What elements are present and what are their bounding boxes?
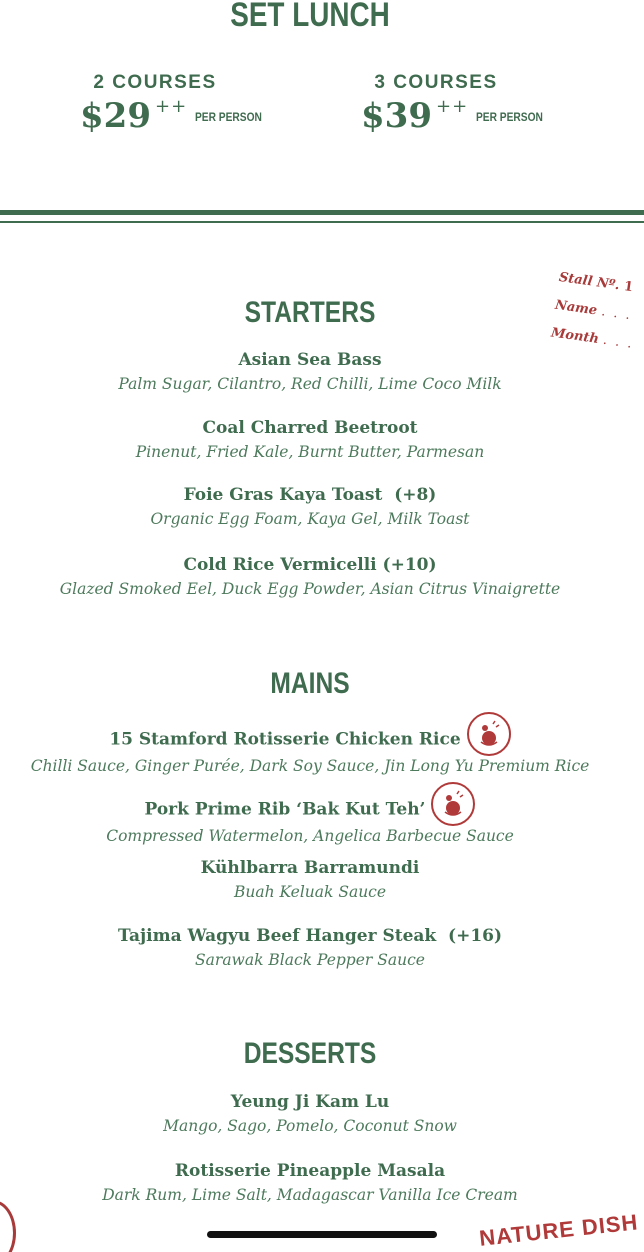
price-suffix: ++ — [435, 96, 469, 117]
price-label: 3 COURSES — [374, 72, 498, 93]
month-label: Month — [550, 325, 600, 347]
dish-description: Pinenut, Fried Kale, Burnt Butter, Parmesan — [135, 443, 485, 461]
corner-stamp-icon — [0, 1200, 16, 1252]
dish-name: Cold Rice Vermicelli (+10) — [183, 555, 437, 575]
price-2-courses — [80, 72, 274, 136]
signature-dish-icon — [467, 712, 511, 756]
dish-description: Dark Rum, Lime Salt, Madagascar Vanilla Ice Cream — [102, 1186, 518, 1204]
price-amount: $39 — [361, 96, 432, 136]
dish-name: Asian Sea Bass — [238, 350, 382, 370]
menu-item — [0, 718, 620, 778]
dish-name: Pork Prime Rib ‘Bak Kut Teh’ — [144, 799, 426, 820]
price-label: 2 COURSES — [93, 72, 217, 93]
dish-description: Compressed Watermelon, Angelica Barbecue Sauce — [106, 827, 514, 845]
menu-item — [0, 483, 620, 531]
dish-name: Yeung Ji Kam Lu — [230, 1092, 390, 1112]
signature-dish-icon — [431, 782, 475, 826]
dish-name: Foie Gras Kaya Toast (+8) — [183, 485, 437, 505]
menu-item — [0, 788, 620, 848]
dish-description: Chilli Sauce, Ginger Purée, Dark Soy Sauce, Jin Long Yu Premium Rice — [30, 757, 590, 775]
dish-description: Glazed Smoked Eel, Duck Egg Powder, Asian Citrus Vinaigrette — [59, 580, 561, 598]
menu-item — [0, 924, 620, 972]
dish-description: Palm Sugar, Cilantro, Red Chilli, Lime Coco Milk — [118, 375, 502, 393]
price-unit: PER PERSON — [476, 110, 544, 124]
dish-name: 15 Stamford Rotisserie Chicken Rice — [109, 729, 461, 750]
dish-description: Organic Egg Foam, Kaya Gel, Milk Toast — [150, 510, 470, 528]
dish-description: Sarawak Black Pepper Sauce — [195, 951, 425, 969]
home-indicator[interactable] — [207, 1231, 437, 1238]
menu-item — [0, 416, 620, 464]
price-suffix: ++ — [154, 96, 188, 117]
price-3-courses — [361, 72, 555, 136]
menu-item — [0, 553, 620, 601]
section-title-desserts: DESSERTS — [243, 1037, 377, 1070]
price-unit: PER PERSON — [195, 110, 263, 124]
dish-name: Coal Charred Beetroot — [202, 418, 418, 438]
section-title-starters: STARTERS — [244, 296, 376, 329]
divider-thin — [0, 221, 644, 223]
signature-dish-label: NATURE DISH — [478, 1209, 640, 1251]
dish-name: Kühlbarra Barramundi — [200, 858, 420, 878]
name-label: Name — [554, 297, 599, 319]
stall-card: Stall Nº. 1 Name . . . Month . . . — [550, 270, 635, 352]
page-title: SET LUNCH — [230, 0, 390, 34]
dish-description: Buah Keluak Sauce — [233, 883, 387, 901]
menu-item — [0, 1159, 620, 1207]
stall-label: Stall Nº. — [557, 270, 621, 294]
menu-item — [0, 348, 620, 396]
divider-thick — [0, 210, 644, 215]
stall-number: 1 — [622, 279, 634, 296]
price-amount: $29 — [80, 96, 151, 136]
dish-description: Mango, Sago, Pomelo, Coconut Snow — [163, 1117, 457, 1135]
dish-name: Tajima Wagyu Beef Hanger Steak (+16) — [117, 926, 503, 946]
menu-item — [0, 1090, 620, 1138]
dish-name: Rotisserie Pineapple Masala — [174, 1161, 446, 1181]
menu-item — [0, 856, 620, 904]
section-title-mains: MAINS — [270, 667, 350, 700]
